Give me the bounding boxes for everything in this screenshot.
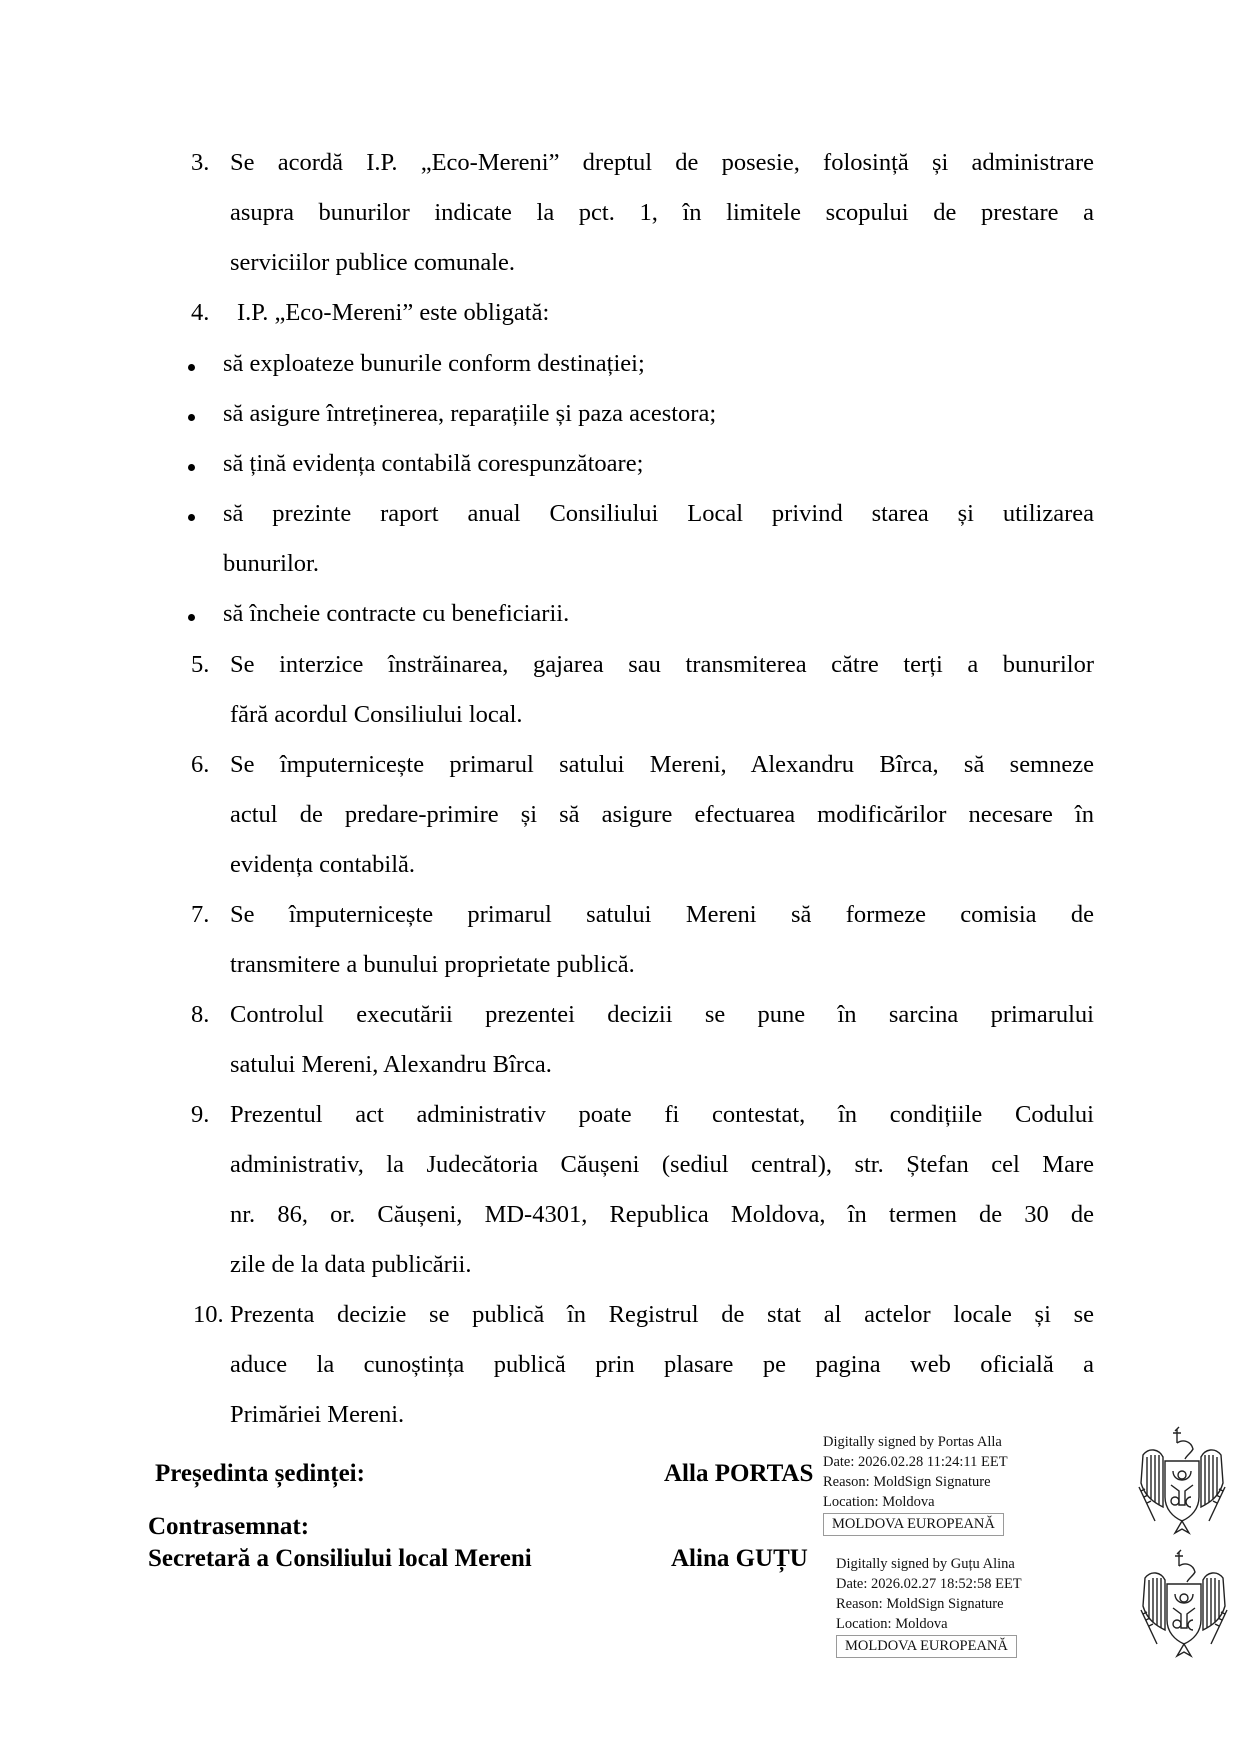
item-text-line: nr. 86, or. Căușeni, MD-4301, Republica Moldova, în termen de 30 de — [230, 1201, 1094, 1228]
bullet-icon — [188, 364, 195, 371]
item-text-line: asupra bunurilor indicate la pct. 1, în limitele scopului de prestare a — [230, 199, 1094, 226]
item-text-line: aduce la cunoștința publică prin plasare pe pagina web oficială a — [230, 1351, 1094, 1378]
item-number: 6. — [191, 751, 210, 778]
president-name: Alla PORTAS — [664, 1460, 814, 1487]
bullet-text: să asigure întreținerea, reparațiile și paza acestora; — [223, 400, 717, 427]
item-text-line: serviciilor publice comunale. — [230, 249, 516, 276]
signature-date: Date: 2026.02.27 18:52:58 EET — [836, 1576, 1022, 1592]
moldova-coat-of-arms-icon — [1135, 1425, 1230, 1540]
item-text-line: Se împuternicește primarul satului Mereni să formeze comisia de — [230, 901, 1094, 928]
item-text-line: Primăriei Mereni. — [230, 1401, 405, 1428]
item-number: 10. — [193, 1301, 224, 1328]
signed-by: Digitally signed by Guțu Alina — [836, 1556, 1015, 1572]
item-text-line: actul de predare-primire și să asigure efectuarea modificărilor necesare în — [230, 801, 1094, 828]
secretary-name: Alina GUȚU — [671, 1545, 808, 1572]
signature-reason: Reason: MoldSign Signature — [823, 1474, 991, 1490]
president-label: Președinta ședinței: — [155, 1460, 365, 1487]
signed-by: Digitally signed by Portas Alla — [823, 1434, 1002, 1450]
item-text-line: administrativ, la Judecătoria Căușeni (sediul central), str. Ștefan cel Mare — [230, 1151, 1094, 1178]
bullet-icon — [188, 464, 195, 471]
item-number: 7. — [191, 901, 210, 928]
signature-reason: Reason: MoldSign Signature — [836, 1596, 1004, 1612]
bullet-icon — [188, 414, 195, 421]
moldova-coat-of-arms-icon — [1137, 1548, 1232, 1663]
bullet-text: să încheie contracte cu beneficiarii. — [223, 600, 570, 627]
item-text-line: Se interzice înstrăinarea, gajarea sau transmiterea către terți a bunurilor — [230, 651, 1094, 678]
item-text-line: Prezentul act administrativ poate fi contestat, în condițiile Codului — [230, 1101, 1094, 1128]
item-text-line: Controlul executării prezentei decizii se pune în sarcina primarului — [230, 1001, 1094, 1028]
moldova-europeana-badge: MOLDOVA EUROPEANĂ — [823, 1513, 1004, 1536]
bullet-icon — [188, 614, 195, 621]
bullet-text: bunurilor. — [223, 550, 319, 577]
signature-location: Location: Moldova — [836, 1616, 948, 1632]
bullet-icon — [188, 514, 195, 521]
item-text-line: satului Mereni, Alexandru Bîrca. — [230, 1051, 552, 1078]
item-number: 3. — [191, 149, 210, 176]
signature-location: Location: Moldova — [823, 1494, 935, 1510]
countersigned-label: Contrasemnat: — [148, 1513, 310, 1540]
digital-signature-gutu — [836, 1554, 1022, 1658]
item-number: 9. — [191, 1101, 210, 1128]
item-text-line: Prezenta decizie se publică în Registrul de stat al actelor locale și se — [230, 1301, 1094, 1328]
item-text-line: fără acordul Consiliului local. — [230, 701, 523, 728]
item-number: 4. — [191, 299, 210, 326]
item-text-line: Se împuternicește primarul satului Mereni, Alexandru Bîrca, să semneze — [230, 751, 1094, 778]
item-text-line: evidența contabilă. — [230, 851, 416, 878]
signature-date: Date: 2026.02.28 11:24:11 EET — [823, 1454, 1008, 1470]
bullet-text: să țină evidența contabilă corespunzătoare; — [223, 450, 644, 477]
item-text-line: transmitere a bunului proprietate publică. — [230, 951, 635, 978]
bullet-text: să exploateze bunurile conform destinației; — [223, 350, 645, 377]
item-number: 5. — [191, 651, 210, 678]
item-text-line: I.P. „Eco-Mereni” este obligată: — [237, 299, 550, 326]
item-text-line: Se acordă I.P. „Eco-Mereni” dreptul de posesie, folosință și administrare — [230, 149, 1094, 176]
moldova-europeana-badge: MOLDOVA EUROPEANĂ — [836, 1635, 1017, 1658]
item-text-line: zile de la data publicării. — [230, 1251, 472, 1278]
bullet-text: să prezinte raport anual Consiliului Local privind starea și utilizarea — [223, 500, 1094, 527]
secretary-label: Secretară a Consiliului local Mereni — [148, 1545, 532, 1572]
digital-signature-portas — [823, 1432, 1008, 1536]
item-number: 8. — [191, 1001, 210, 1028]
